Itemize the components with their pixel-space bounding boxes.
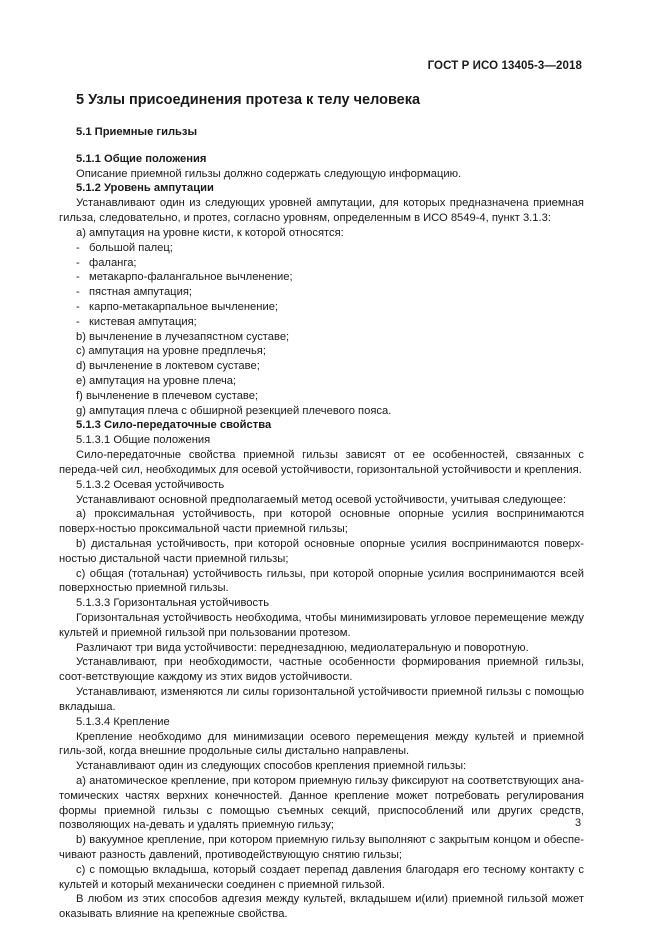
paragraph: а) анатомическое крепление, при котором приемную гильзу фиксируют на соответствующих ана-томических частях верхних конечностей. Данное крепление может потребовать регулирования формы приемной гильзы с помощью съемных секций, приспособлений или других средств, позволяющих на-девать и удалять приемную гильзу; <box>59 774 584 832</box>
paragraph: а) ампутация на уровне кисти, к которой относятся: <box>76 226 344 239</box>
paragraph: В любом из этих способов адгезия между культей, вкладышем и(или) приемной гильзой может оказывать влияние на крепежные свойства. <box>59 893 584 921</box>
paragraph <box>59 315 584 330</box>
paragraph: d) вычленение в локтевом суставе; <box>76 360 260 373</box>
list-dash: - <box>76 256 80 269</box>
paragraph: 5.1.3.2 Осевая устойчивость <box>76 478 225 491</box>
list-item-text: метакарпо-фалангальное вычленение; <box>89 271 293 284</box>
paragraph <box>59 285 584 300</box>
paragraph: Устанавливают основной предполагаемый метод осевой устойчивости, учитывая следующее: <box>76 493 567 506</box>
paragraph: е) ампутация на уровне плеча; <box>76 375 237 387</box>
list-item-text: кистевая ампутация; <box>89 315 197 328</box>
paragraph: Сило-передаточные свойства приемной гильзы зависят от ее особенностей, связанных с переда-чей сил, необходимых для осевой устойчивости, горизонтальной устойчивости и крепления. <box>59 449 584 476</box>
paragraph: Устанавливают, изменяются ли силы горизонтальной устойчивости приемной гильзы с помощью вкладыша. <box>59 686 584 713</box>
paragraph: Крепление необходимо для минимизации осевого перемещения между культей и приемной гиль-зой, когда внешние продольные силы дистально направлены. <box>59 730 584 758</box>
paragraph <box>59 270 584 285</box>
paragraph: g) ампутация плеча с обширной резекцией плечевого пояса. <box>76 404 392 417</box>
paragraph: с) общая (тотальная) устойчивость гильзы, при которой опорные усилия воспринимаются всей поверхностью приемной гильзы. <box>59 567 584 595</box>
paragraph: Устанавливают, при необходимости, частные особенности формирования приемной гильзы, соот-ветствующие каждому из этих видов устойчивости. <box>59 656 584 684</box>
paragraph: 5.1.3.1 Общие положения <box>76 434 211 447</box>
list-dash: - <box>76 315 80 328</box>
list-dash: - <box>76 286 80 299</box>
list-dash: - <box>76 271 80 284</box>
paragraph: 5.1 Приемные гильзы <box>76 126 198 138</box>
paragraph <box>59 241 584 256</box>
page-number: 3 <box>575 817 582 829</box>
paragraph: с) ампутация на уровне предплечья; <box>76 345 266 358</box>
list-item-text: пястная ампутация; <box>89 286 193 299</box>
paragraph: b) вакуумное крепление, при котором приемную гильзу выполняют с закрытым концом и обеспе-чивают разность давлений, противодействующую снятию гильзы; <box>59 834 584 861</box>
paragraph <box>59 300 584 315</box>
paragraph: Описание приемной гильзы должно содержать следующую информацию. <box>76 167 462 180</box>
paragraph: Устанавливают один из следующих уровней ампутации, для которых предназначена приемная гильза, следовательно, и протез, согласно уровням, определенным в ИСО 8549-4, пункт 3.1.3: <box>59 197 584 225</box>
paragraph: Устанавливают один из следующих способов крепления приемной гильзы: <box>76 760 467 773</box>
list-item-text: фаланга; <box>89 256 137 269</box>
list-dash: - <box>76 300 80 313</box>
paragraph: 5.1.2 Уровень ампутации <box>76 182 214 195</box>
paragraph: b) дистальная устойчивость, при которой основные опорные усилия воспринимаются поверх-ностью дистальной части приемной гильзы; <box>59 537 584 565</box>
list-item-text: карпо-метакарпальное вычленение; <box>89 300 279 313</box>
document-body <box>59 125 584 922</box>
document-header: ГОСТ Р ИСО 13405-3—2018 <box>427 60 582 72</box>
section-title: 5 Узлы присоединения протеза к телу человека <box>76 92 421 108</box>
list-item-text: большой палец; <box>89 241 173 254</box>
paragraph: Различают три вида устойчивости: переднезаднюю, медиолатеральную и поворотную. <box>76 641 529 654</box>
paragraph: 5.1.1 Общие положения <box>76 152 207 165</box>
paragraph: 5.1.3 Сило-передаточные свойства <box>76 419 272 432</box>
paragraph: с) с помощью вкладыша, который создает перепад давления благодаря его тесному контакту с культей и который механически соединен с приемной гильзой. <box>59 863 584 891</box>
paragraph: b) вычленение в лучезапястном суставе; <box>76 330 290 343</box>
list-dash: - <box>76 241 80 254</box>
paragraph: Горизонтальная устойчивость необходима, чтобы минимизировать угловое перемещение между культей и приемной гильзой при пользовании протезом. <box>59 612 584 639</box>
paragraph: f) вычленение в плечевом суставе; <box>76 389 259 402</box>
paragraph: 5.1.3.3 Горизонтальная устойчивость <box>76 597 270 610</box>
paragraph <box>59 256 584 271</box>
paragraph: 5.1.3.4 Крепление <box>76 715 170 728</box>
paragraph: а) проксимальная устойчивость, при которой основные опорные усилия воспринимаются поверх-ностью проксимальной части приемной гильзы; <box>59 508 584 536</box>
